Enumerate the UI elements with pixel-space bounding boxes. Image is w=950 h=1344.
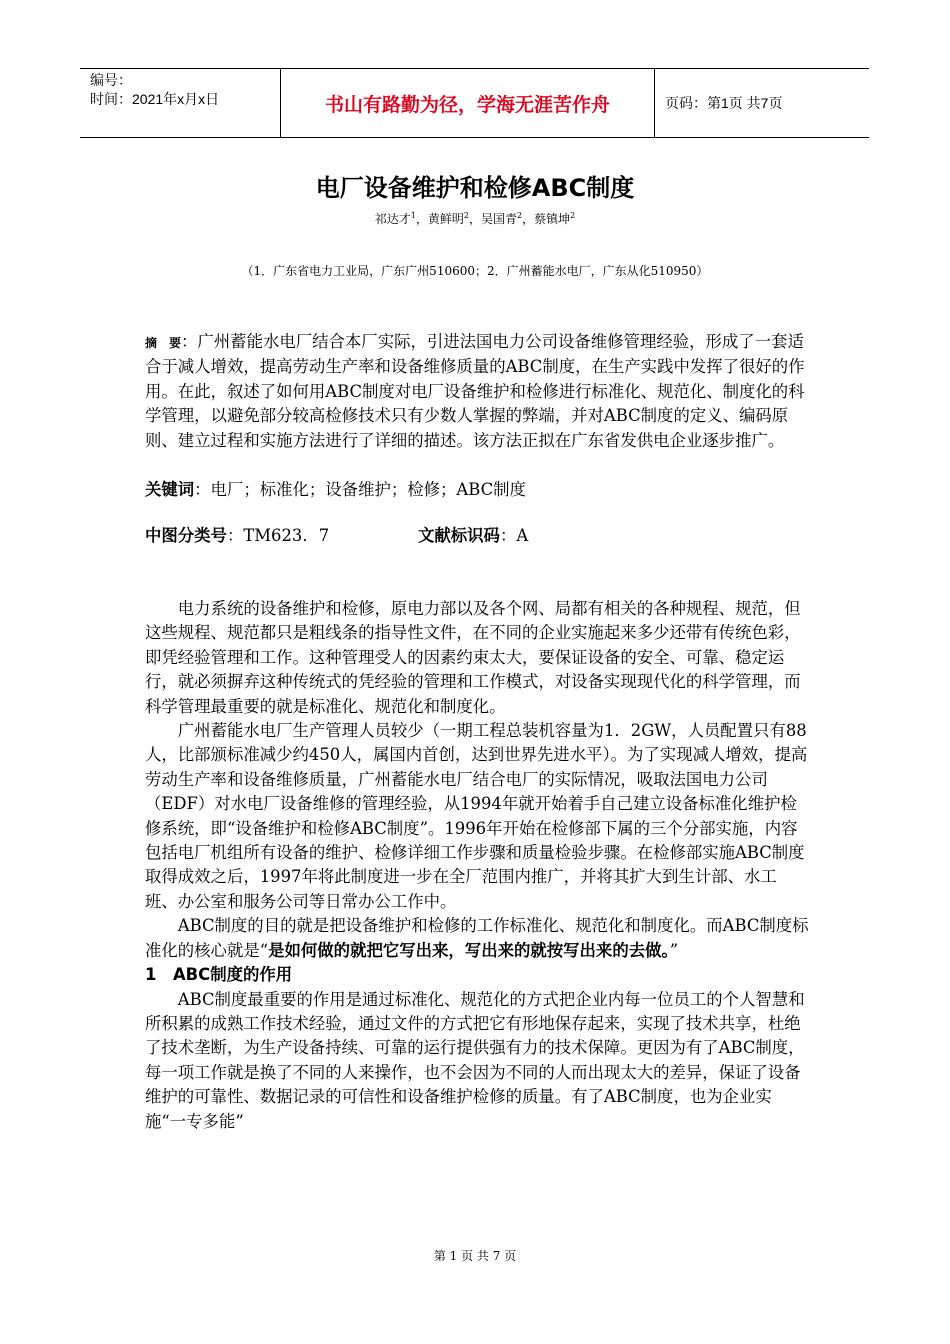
keywords-text: ：电厂；标准化；设备维护；检修；ABC制度 — [194, 480, 526, 499]
abstract-text: ：广州蓄能水电厂结合本厂实际，引进法国电力公司设备维修管理经验，形成了一套适合于减人增效，提高劳动生产率和设备维修质量的ABC制度，在生产实践中发挥了很好的作用。在此，叙述了如何用ABC制度对电厂设备维护和检修进行标准化、规范化、制度化的科学管理，以避免部分较高检修技术只有少数人掌握的弊端，并对ABC制度的定义、编码原则、建立过程和实施方法进行了详细的描述。该方法正拟在广东省发供电企业逐步推广。 — [145, 332, 805, 450]
number-label: 编号： — [90, 72, 132, 88]
abstract — [145, 330, 809, 453]
author: 黄鲜明 — [427, 212, 464, 226]
paragraph: 电力系统的设备维护和检修，原电力部以及各个网、局都有相关的各种规程、规范，但这些规程、规范都只是粗线条的指导性文件，在不同的企业实施起来多少还带有传统色彩，即凭经验管理和工作。这种管理受人的因素约束太大，要保证设备的安全、可靠、稳定运行，就必须摒弃这种传统式的凭经验的管理和工作模式，对设备实现现代化的科学管理，而科学管理最重要的就是标准化、规范化和制度化。 — [145, 599, 801, 716]
author: 吴国青 — [481, 212, 518, 226]
keywords — [145, 478, 809, 502]
bold-quote: 是如何做的就把它写出来，写出来的就按写出来的去做。 — [268, 940, 670, 960]
author: 蔡镇坤 — [534, 212, 571, 226]
main-text — [145, 597, 809, 1134]
time-label: 时间：2021年x月x日 — [90, 91, 220, 107]
header-table — [80, 68, 869, 138]
keywords-label: 关键词 — [145, 480, 195, 499]
paragraph: 广州蓄能水电厂生产管理人员较少（一期工程总装机容量为1．2GW，人员配置只有88人，比部颁标准减少约450人，属国内首创，达到世界先进水平）。为了实现减人增效，提高劳动生产率和设备维修质量，广州蓄能水电厂结合电厂的实际情况，吸取法国电力公司（EDF）对水电厂设备维修的管理经验，从1994年就开始着手自己建立设备标准化维护检修系统，即“设备维护和检修ABC制度”。1996年开始在检修部下属的三个分部实施，内容包括电厂机组所有设备的维护、检修详细工作步骤和质量检验步骤。在检修部实施ABC制度取得成效之后，1997年将此制度进一步在全厂范围内推广，并将其扩大到生计部、水工班、办公室和服务公司等日常办公工作中。 — [145, 721, 808, 911]
header-meta-cell — [80, 69, 281, 137]
paragraph: ABC制度的目的就是把设备维护和检修的工作标准化、规范化和制度化。而ABC制度标准化的核心就是“是如何做的就把它写出来，写出来的就按写出来的去做。” — [145, 916, 809, 960]
motto: 书山有路勤为径，学海无涯苦作舟 — [281, 69, 655, 137]
page-footer: 第 1 页 共 7 页 — [433, 1249, 517, 1263]
authors-line: 祁达才$^1$，黄鲜明$^2$，吴国青$^2$，蔡镇坤$^2$ — [374, 211, 576, 226]
doc-code-label: 文献标识码 — [418, 526, 500, 545]
clc-label: 中图分类号 — [145, 526, 227, 545]
paragraph: ABC制度最重要的作用是通过标准化、规范化的方式把企业内每一位员工的个人智慧和所积累的成熟工作技术经验，通过文件的方式把它有形地保存起来，实现了技术共享，杜绝了技术垄断，为生产设备持续、可靠的运行提供强有力的技术保障。更因为有了ABC制度，每一项工作就是换了不同的人来操作，也不会因为不同的人而出现太大的差异，保证了设备维护的可靠性、数据记录的可信性和设备维护检修的质量。有了ABC制度，也为企业实施“一专多能” — [145, 989, 805, 1131]
section-heading: 1 ABC制度的作用 — [145, 965, 293, 985]
doc-code-value: ：A — [499, 526, 529, 545]
classification-line — [145, 524, 809, 548]
affiliation: （1．广东省电力工业局，广东广州510600；2．广州蓄能水电厂，广东从化510950） — [241, 264, 709, 278]
page-info: 页码：第1页 共7页 — [665, 95, 783, 111]
clc-value: ：TM623．7 — [226, 526, 330, 545]
author: 祁达才 — [374, 212, 411, 226]
doc-title: 电厂设备维护和检修ABC制度 — [315, 174, 635, 202]
abstract-label: 摘 要 — [145, 336, 182, 350]
